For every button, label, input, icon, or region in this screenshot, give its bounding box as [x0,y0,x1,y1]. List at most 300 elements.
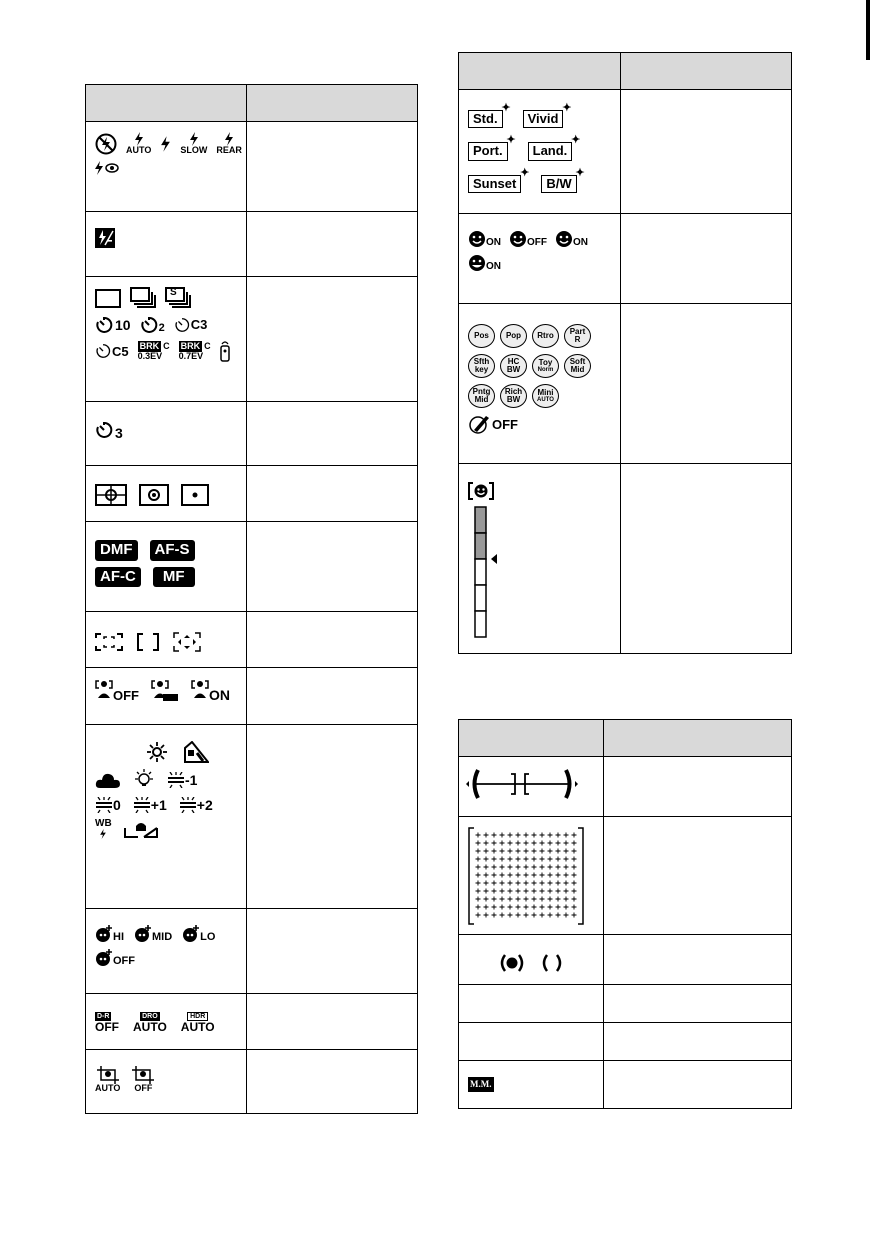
style-vivid-box: Vivid ✦ [523,110,564,128]
af-point [532,913,537,918]
smile-sensitivity-desc [621,464,792,654]
af-point [524,881,529,886]
af-point [508,881,513,886]
effect-off-brush-icon [468,414,490,434]
focus-frame-indicator [464,767,580,801]
mf-badge: MF [153,567,195,588]
flash-auto-label: AUTO [126,145,152,155]
effect-hc-label: HC [507,357,520,366]
creative-style-desc [621,90,792,214]
af-point [492,841,497,846]
af-point [540,857,545,862]
fluorescent-0-icon [95,797,121,813]
soft-skin-off-icon [95,949,135,967]
af-point [492,849,497,854]
af-point [548,881,553,886]
smile-sensitivity-icons [459,464,621,654]
flash-rear-icon [224,132,234,146]
af-point [508,889,513,894]
af-point [476,841,481,846]
af-point [548,905,553,910]
face-detection-desc [247,668,418,725]
effect-pntg-label: Pntg [472,387,491,396]
fluorescent-minus1-icon [167,772,197,788]
left-header-icon [86,85,247,122]
af-point [532,881,537,886]
effect-part-sub: R [574,335,581,344]
af-point [572,873,577,878]
af-point [556,833,561,838]
af-point [572,913,577,918]
af-point [540,841,545,846]
style-bw-label: B/W [546,175,572,191]
soft-skin-hi-label: HI [113,931,124,943]
af-point [524,897,529,902]
af-point [476,897,481,902]
self-timer-3-label: 3 [115,425,123,441]
smile-on-label-2: ON [573,237,588,248]
af-point [484,857,489,862]
smile-on-icon [468,230,501,248]
af-point [556,857,561,862]
af-point [508,841,513,846]
left-header-desc [247,85,418,122]
af-point [492,905,497,910]
effect-part-label: Part [569,327,586,336]
af-point [532,905,537,910]
metering-icons [86,466,247,522]
af-point [532,873,537,878]
self-timer-10-icon [95,316,113,334]
af-point [548,889,553,894]
af-point [492,889,497,894]
flash-mode-desc [247,122,418,212]
af-point [564,905,569,910]
af-point [500,889,505,894]
metering-desc [247,466,418,522]
dro-auto-icon [133,1012,167,1033]
face-registered-icon [151,680,179,702]
flash-wb-label: WB [95,818,112,829]
style-sunset-label: Sunset [473,175,517,191]
white-balance-desc [247,725,418,909]
effect-miniature-icon [532,384,559,408]
white-balance-icons [86,725,247,909]
flash-comp-icons [86,212,247,277]
af-point [508,857,513,862]
af-point [572,841,577,846]
af-point [540,913,545,918]
face-detection-icons [86,668,247,725]
af-point [540,881,545,886]
effect-rich-label: Rich [504,387,523,396]
af-point [548,897,553,902]
dro-off-icon [95,1012,119,1033]
af-point [508,849,513,854]
style-sunset-box: Sunset ✦ [468,175,521,193]
effect-rtro-label: Rtro [537,331,554,340]
creative-style-icons [459,90,621,214]
af-point [484,897,489,902]
mm-cell [459,1061,604,1109]
red-eye-flash-icon [95,161,119,175]
af-point [556,905,561,910]
af-point [476,905,481,910]
soft-skin-desc [247,909,418,994]
af-point [564,833,569,838]
af-point [524,849,529,854]
af-point [564,897,569,902]
af-point [492,833,497,838]
af-point [508,913,513,918]
soft-skin-mid-icon [134,925,172,943]
af-c-badge: AF-C [95,567,141,588]
effect-pop-label: Pop [505,331,522,340]
af-point [476,873,481,878]
effect-pos-label: Pos [474,331,489,340]
af-point [572,833,577,838]
focus-frame-desc [604,757,792,817]
spot-metering-circle-cell [459,757,604,817]
af-point [572,857,577,862]
flexible-spot-icon [173,632,201,652]
effect-sfth-label: Sfth [473,357,490,366]
effect-rich-bw-icon [500,384,527,408]
af-point [572,865,577,870]
spot-metering-icon [181,484,209,506]
effect-pop-color-icon [500,324,527,348]
af-point [532,841,537,846]
center-metering-icon [139,484,169,506]
effect-sfth-sub: key [474,365,489,374]
af-point [516,841,521,846]
bottom-header-icon [459,720,604,757]
fluorescent-plus2-label: +2 [196,797,213,813]
af-point [492,865,497,870]
soft-skin-lo-icon [182,925,215,943]
af-point [532,865,537,870]
af-point [532,897,537,902]
face-on-label: ON [209,687,230,703]
effect-toy-sub: Norm [537,367,554,373]
focus-indicator-desc [604,935,792,985]
effect-rich-sub: BW [506,395,521,404]
af-point [484,889,489,894]
smile-on-label-1: ON [486,237,501,248]
drive-mode-desc [247,277,418,402]
af-point [516,873,521,878]
style-landscape-label: Land. [532,143,568,159]
af-point [524,865,529,870]
af-point [516,905,521,910]
af-point [548,841,553,846]
af-point [484,873,489,878]
face-detection-on-icon [191,680,230,702]
bracket-03-ev: 0.3EV [137,351,163,361]
picture-effect-icons [459,304,621,464]
wide-focus-area-icon [95,633,123,651]
smile-sensitivity-meter [474,506,514,638]
effect-soft-focus-icon [564,354,591,378]
bracket-07-brk: BRK [180,341,201,351]
right-header-desc [621,53,792,90]
soft-skin-mid-label: MID [152,931,173,943]
af-area-grid-cell [459,817,604,935]
smile-shutter-desc [621,214,792,304]
self-timer-cont-5-icon [95,343,111,359]
af-point [508,905,513,910]
empty-icon-cell-2 [459,1023,604,1061]
hdr-badge: HDR [187,1012,208,1021]
af-point [532,833,537,838]
custom-wb-icon [124,820,158,838]
af-point [508,833,513,838]
bracket-03-icon [138,341,170,361]
af-point [516,913,521,918]
continuous-shot-icon [130,287,156,309]
af-point [524,873,529,878]
af-point [556,865,561,870]
af-point [516,849,521,854]
style-standard-box: Std. ✦ [468,110,503,128]
flash-slow-icon [189,132,199,146]
smile-on-2-icon [555,230,588,248]
dro-auto-label: AUTO [133,1020,167,1034]
af-point [524,857,529,862]
effect-posterization-icon [468,324,495,348]
af-s-badge: AF-S [150,540,195,561]
af-point [532,857,537,862]
af-point [548,857,553,862]
af-area-grid [468,827,584,925]
remote-commander-icon [220,340,230,362]
self-timer-c3-label: C3 [190,317,208,332]
af-point [564,857,569,862]
af-point [484,849,489,854]
af-point [564,889,569,894]
af-point [492,881,497,886]
fluorescent-plus2-icon [179,797,213,813]
af-point [556,841,561,846]
af-point [484,881,489,886]
effect-partial-color-icon [564,324,591,348]
af-point [540,873,545,878]
focus-mode-desc [247,522,418,612]
effect-hc-bw-icon [500,354,527,378]
smile-detection-icon [468,482,494,500]
flash-rear-label: REAR [216,145,242,155]
metered-manual-badge: M.M. [468,1077,494,1092]
effect-off-label: OFF [492,416,518,432]
incandescent-icon [133,769,155,791]
af-point [556,897,561,902]
hdr-auto-label: AUTO [180,1020,215,1034]
self-timer-3-icon [95,421,113,439]
soft-skin-hi-icon [95,925,124,943]
af-point [500,881,505,886]
picture-effect-desc [621,304,792,464]
af-point [508,865,513,870]
style-bw-box: B/W ✦ [541,175,576,193]
self-timer-3-icons [86,402,247,466]
dro-off-badge: D-R [97,1013,110,1020]
af-point [500,897,505,902]
af-point [524,913,529,918]
af-point [484,833,489,838]
af-point [548,913,553,918]
center-focus-area-icon [137,633,159,651]
af-point [476,913,481,918]
focus-area-icons [86,612,247,668]
shade-icon [183,741,209,763]
af-point [532,849,537,854]
af-point [524,889,529,894]
smile-shutter-icons [459,214,621,304]
effect-hc-sub: BW [506,365,521,374]
af-point [564,841,569,846]
af-point [564,881,569,886]
soft-skin-off-label: OFF [113,955,135,967]
af-point [476,849,481,854]
speed-priority-continuous-icon [165,287,191,309]
af-point [532,889,537,894]
soft-skin-lo-label: LO [200,931,216,943]
empty-icon-cell-1 [459,985,604,1023]
empty-desc-cell-1 [604,985,792,1023]
af-point [500,833,505,838]
af-point [548,849,553,854]
smile-off-label: OFF [527,237,547,248]
auto-framing-off-icon [132,1066,154,1093]
af-point [516,833,521,838]
self-timer-2-label: 2 [158,322,165,334]
af-point [540,833,545,838]
auto-framing-off-label: OFF [134,1083,153,1093]
auto-framing-auto-label: AUTO [95,1083,121,1093]
af-point [556,849,561,854]
bracket-07-ev: 0.7EV [178,351,204,361]
af-point [556,889,561,894]
af-point [484,913,489,918]
af-point [492,897,497,902]
af-point [500,905,505,910]
effect-retro-icon [532,324,559,348]
daylight-icon [147,742,167,762]
self-timer-10-label: 10 [115,316,131,333]
multi-metering-icon [95,484,127,506]
dro-desc [247,994,418,1050]
af-point [484,865,489,870]
fluorescent-0-label: 0 [113,797,121,813]
flash-on-icon [160,136,171,152]
bracket-07-icon [179,341,211,361]
af-point [572,897,577,902]
style-portrait-label: Port. [473,143,503,159]
af-point [484,905,489,910]
speed-priority-label: S [170,287,177,298]
soft-skin-icons [86,909,247,994]
af-point [556,873,561,878]
af-point [508,873,513,878]
af-point [476,889,481,894]
auto-framing-icons [86,1050,247,1114]
flash-compensation-icon [95,228,115,248]
af-point [500,841,505,846]
af-point [572,905,577,910]
focus-indicator-cell [459,935,604,985]
af-point [556,881,561,886]
focus-area-desc [247,612,418,668]
af-point [564,873,569,878]
effect-mini-sub: AUTO [537,397,554,403]
fluorescent-plus1-label: +1 [150,797,167,813]
af-point [476,857,481,862]
af-point [540,897,545,902]
dro-off-label: OFF [95,1020,119,1034]
flash-comp-desc [247,212,418,277]
af-point [524,905,529,910]
bracket-07-c: C [204,341,211,351]
af-point [564,849,569,854]
drive-mode-icons [86,277,247,402]
af-point [476,833,481,838]
af-point [500,913,505,918]
af-point [524,833,529,838]
af-point [516,857,521,862]
af-point [516,865,521,870]
face-detection-off-icon [95,680,139,702]
style-landscape-box: Land. ✦ [528,142,573,160]
effect-painting-icon [468,384,495,408]
effect-soft-label: Soft [569,357,586,366]
af-point [476,881,481,886]
af-point [572,849,577,854]
smile-off-icon [509,230,547,248]
af-point [516,897,521,902]
effect-toy-label: Toy [538,358,553,367]
focus-locked-icon [498,953,526,973]
empty-desc-cell-2 [604,1023,792,1061]
self-timer-2-icon [140,316,158,334]
af-point [524,841,529,846]
single-shot-icon [95,289,121,308]
right-header-icon [459,53,621,90]
auto-framing-desc [247,1050,418,1114]
flash-wb-icon [95,819,112,839]
af-point [548,873,553,878]
face-off-label: OFF [113,688,139,703]
bracket-03-c: C [163,341,170,351]
af-point [484,841,489,846]
dro-auto-badge: DRO [142,1013,158,1020]
effect-toy-camera-icon [532,354,559,378]
af-point [564,865,569,870]
focus-mode-icons [86,522,247,612]
style-portrait-box: Port. ✦ [468,142,508,160]
af-point [516,889,521,894]
af-point [572,881,577,886]
af-point [492,913,497,918]
af-point [572,889,577,894]
style-standard-label: Std. [473,111,498,126]
dro-icons [86,994,247,1050]
af-point [500,873,505,878]
smile-on-3-icon [468,254,501,272]
hdr-auto-icon [181,1012,215,1033]
af-area-desc [604,817,792,935]
self-timer-c5-label: C5 [112,343,129,359]
effect-soft-sub: Mid [570,365,585,374]
